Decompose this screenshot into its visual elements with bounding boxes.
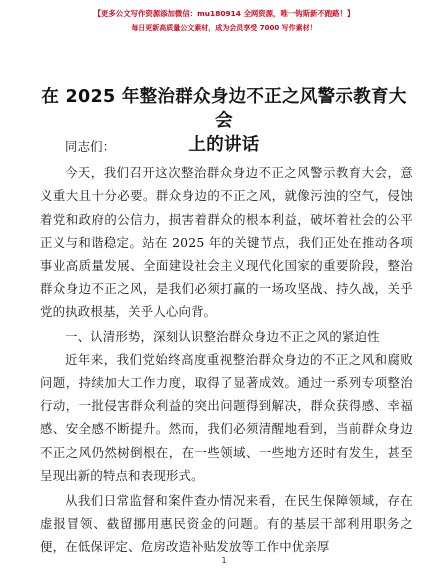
body-paragraph-supervision: 从我们日常监督和案件查办情况来看，在民生保障领域，存在虚报冒领、截留挪用惠民资金的问题。有的基层干部利用职务之便，在低保评定、危房改造补贴发放等工作中优亲厚 (40, 493, 413, 555)
body-paragraph-situation: 近年来，我们党始终高度重视整治群众身边的不正之风和腐败问题，持续加大工作力度，取得了显著成效。通过一系列专项整治行动，一批侵害群众利益的突出问题得到解决，群众获得感、幸福感、安全感不断提升。然而，我们必须清醒地看到，当前群众身边不正之风仍然树倒根在，在一些领域、一些地方还时有发生，甚至呈现出新的特点和表现形式。 (40, 351, 413, 483)
promo-banner-line-2: 每日更新高质量公文素材，成为会员享受 7000 写作素材！ (131, 24, 317, 32)
salutation: 同志们： (65, 139, 116, 154)
section-heading-1: 一、认清形势，深刻认识整治群众身边不正之风的紧迫性 (65, 328, 380, 344)
document-body (40, 135, 413, 559)
page-number: 1 (221, 556, 227, 565)
document-title-line-2: 上的讲话 (188, 135, 260, 155)
promo-banner-line-1: 【更多公文写作资源添加微信：mu180914 全网资源，唯一钩斯新不跑路！】 (93, 9, 355, 18)
body-paragraph-intro: 今天，我们召开这次整治群众身边不正之风警示教育大会，意义重大且十分必要。群众身边的不正之风，就像污浊的空气，侵蚀着党和政府的公信力，损害着群众的根本利益，破坏着社会的公平正义与和谐稳定。站在 2025 年的关键节点，我们正处在推动各项事业高质量发展、全面建设社会主义现代化国家的重要阶段，整治群众身边不正之风，是我们必须打赢的一场攻坚战、持久战，关乎党的执政根基，关乎人心向背。 (40, 165, 413, 320)
promo-banner (0, 8, 448, 34)
document-title-line-1: 在 2025 年整治群众身边不正之风警示教育大会 (41, 87, 407, 131)
